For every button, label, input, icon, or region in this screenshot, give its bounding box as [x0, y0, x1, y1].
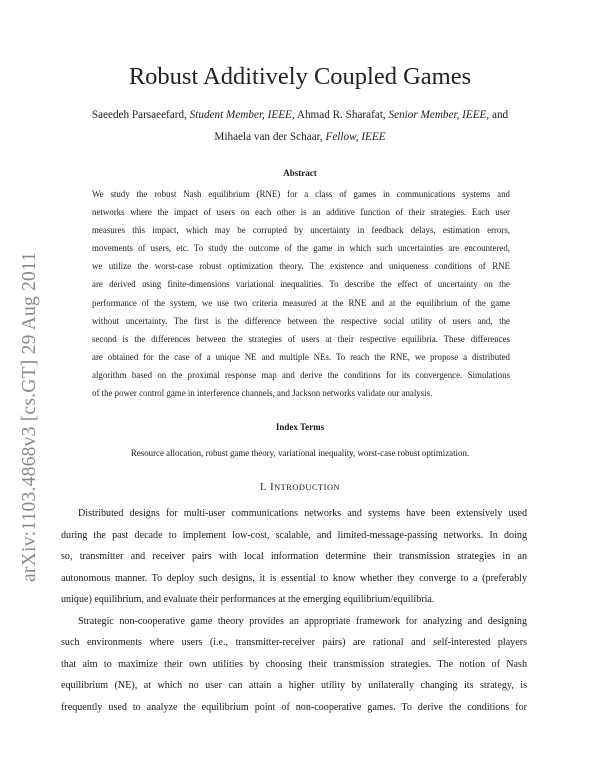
- abstract-line: without uncertainty. The first is the difference between the respective social utility of users and, the: [92, 315, 510, 326]
- abstract-line: movements of users, etc. To study the outcome of the game in which such uncertainties are encountered,: [92, 243, 510, 254]
- body-line: autonomous manner. To deploy such designs, it is essential to know whether they converge to a (preferably: [61, 572, 527, 584]
- section-heading-introduction: [60, 480, 540, 496]
- section-title: NTRODUCTION: [274, 483, 341, 492]
- body-line: so, transmitter and receiver pairs with local information determine their transmission strategies in an: [61, 551, 527, 562]
- author-name: , Ahmad R. Sharafat,: [291, 109, 389, 121]
- abstract-line: We study the robust Nash equilibrium (RNE) for a class of games in communications systems and: [92, 189, 510, 199]
- author-role: Fellow, IEEE: [325, 131, 386, 143]
- author-line-1: [60, 104, 540, 126]
- abstract-line: we utilize the worst-case robust optimization theory. The existence and uniqueness conditions of RNE: [92, 261, 510, 272]
- author-role: Student Member, IEEE: [189, 109, 292, 121]
- body-line: such environments where users (i.e., transmitter-receiver pairs) are rational and self-interested players: [61, 637, 527, 648]
- section-number: I. I: [259, 482, 275, 493]
- body-line: frequently used to analyze the equilibrium point of non-cooperative games. To derive the conditions for: [61, 701, 527, 713]
- body-line: Strategic non-cooperative game theory provides an appropriate framework for analyzing and designing: [78, 615, 527, 627]
- abstract-line: second is the differences between the strategies of users at their respective equilibria. These differences: [92, 333, 510, 344]
- abstract-heading: Abstract: [283, 168, 317, 178]
- author-name: Mihaela van der Schaar,: [214, 131, 326, 143]
- body-line: during the past decade to implement low-cost, scalable, and limited-message-passing networks. In doing: [61, 529, 527, 541]
- abstract-line: algorithm based on the proximal response map and derive the conditions for its convergence. Simulations: [92, 369, 510, 380]
- abstract-line: are derived using finite-dimensions variational inequalities. To describe the effect of uncertainty on the: [92, 279, 510, 290]
- author-role: Senior Member, IEEE: [388, 109, 487, 121]
- author-line-2: [60, 126, 540, 148]
- author-name: Saeedeh Parsaeefard,: [91, 109, 190, 121]
- arxiv-stamp-text: arXiv:1103.4868v3 [cs.GT] 29 Aug 2011: [19, 251, 40, 582]
- abstract-line: measures this impact, which may be corrupted by uncertainty in feedback delays, estimation errors,: [92, 225, 510, 236]
- abstract-line: performance of the system, we use two criteria measured at the RNE and at the equilibrium of the game: [92, 297, 510, 308]
- body-line: equilibrium (NE), at which no user can attain a higher utility by unilaterally changing its strategy, is: [61, 680, 527, 691]
- body-line: unique) equilibrium, and evaluate their performances at the emerging equilibrium/equilibria.: [61, 594, 435, 605]
- index-terms-heading: Index Terms: [275, 422, 325, 432]
- author-block: [60, 104, 540, 148]
- paper-title: Robust Additively Coupled Games: [128, 63, 472, 90]
- body-line: that aim to maximize their own utilities by choosing their transmission strategies. The notion of Nash: [61, 658, 527, 670]
- index-terms-text: Resource allocation, robust game theory, variational inequality, worst-case robust optimization.: [130, 448, 470, 458]
- introduction-body: [61, 503, 527, 718]
- abstract-line: networks where the impact of users on each other is an additive function of their strategies. Each user: [92, 207, 510, 218]
- author-separator: , and: [486, 109, 509, 121]
- abstract-body: [92, 185, 510, 402]
- abstract-line: of the power control game in interference channels, and Jackson networks validate our analysis.: [92, 388, 433, 399]
- abstract-line: are obtained for the case of a unique NE and multiple NEs. To reach the RNE, we propose a distributed: [92, 351, 510, 362]
- body-line: Distributed designs for multi-user communications networks and systems have been extensively used: [78, 508, 527, 519]
- arxiv-stamp: [13, 190, 47, 582]
